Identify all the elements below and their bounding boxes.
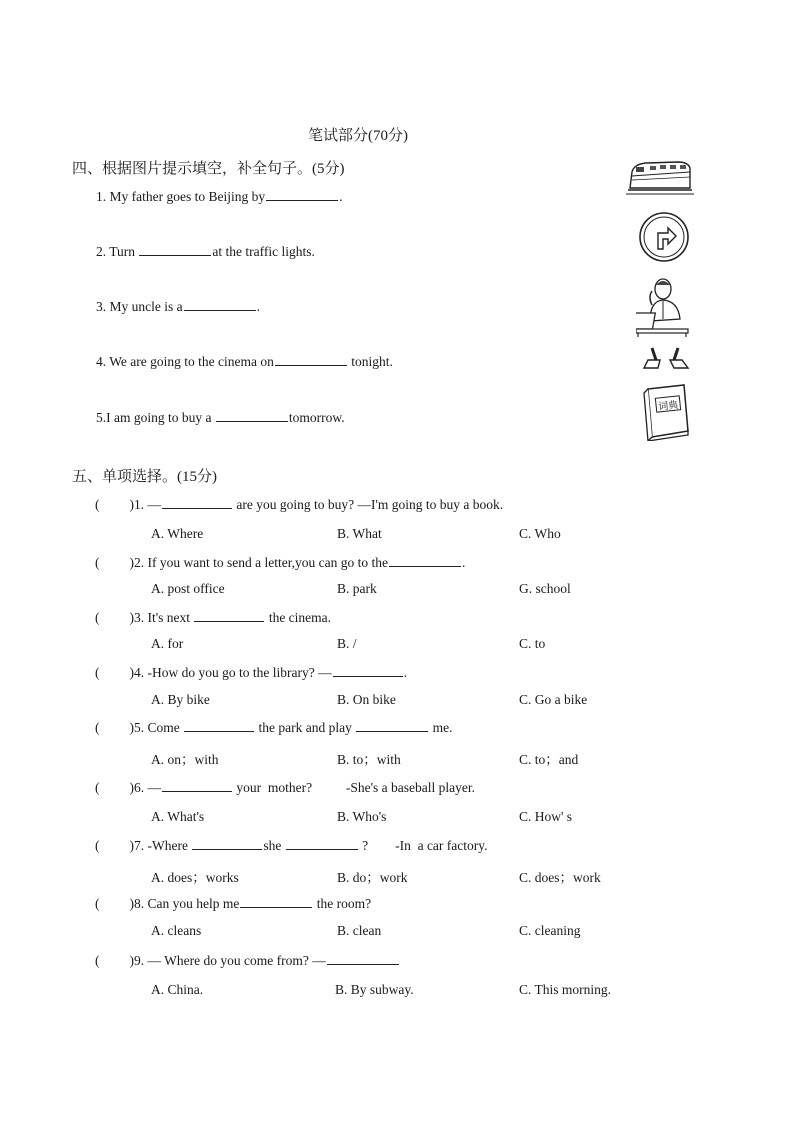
answer-blank[interactable] — [184, 719, 254, 732]
option-b[interactable]: B. clean — [337, 923, 382, 938]
option-a[interactable]: A. Where — [151, 526, 204, 541]
question-row: ( )6. — your mother? -She's a baseball player. — [95, 780, 475, 795]
answer-paren[interactable] — [101, 665, 129, 677]
answer-paren[interactable] — [101, 720, 129, 732]
answer-paren[interactable] — [101, 780, 129, 792]
option-c[interactable]: C. How' s — [519, 809, 573, 824]
answer-paren[interactable] — [101, 896, 129, 908]
option-b[interactable]: B. park — [337, 581, 377, 596]
option-c[interactable]: C. to；and — [519, 752, 579, 767]
option-b[interactable]: B. Who's — [337, 809, 387, 824]
section-five-heading: 五、单项选择。(15分) — [72, 469, 217, 485]
fill-item-1: 1. My father goes to Beijing by . — [96, 189, 343, 204]
answer-blank[interactable] — [194, 609, 264, 622]
answer-blank[interactable] — [275, 353, 347, 366]
turn-right-sign-icon — [638, 211, 690, 263]
answer-blank[interactable] — [139, 243, 211, 256]
answer-paren[interactable] — [101, 610, 129, 622]
option-b[interactable]: B. By subway. — [335, 982, 414, 997]
question-row: ( )9. — Where do you come from? — — [95, 952, 400, 969]
question-row: ( )2. If you want to send a letter,you can go to the . — [95, 555, 466, 570]
answer-blank[interactable] — [184, 298, 256, 311]
office-worker-icon — [636, 275, 692, 337]
answer-blank[interactable] — [327, 952, 399, 965]
option-b[interactable]: B. do；work — [337, 870, 408, 885]
option-a[interactable]: A. does；works — [151, 870, 239, 885]
answer-blank[interactable] — [240, 895, 312, 908]
dictionary-label: 词典 — [657, 399, 679, 414]
answer-blank[interactable] — [162, 496, 232, 509]
option-b[interactable]: B. What — [337, 526, 382, 541]
fill-item-2: 2. Turn at the traffic lights. — [96, 244, 315, 259]
section-four-heading: 四、根据图片提示填空，补全句子。(5分) — [72, 161, 345, 177]
answer-blank[interactable] — [356, 719, 428, 732]
fill-item-5: 5.I am going to buy a tomorrow. — [96, 410, 345, 425]
question-row: ( )4. -How do you go to the library? — . — [95, 665, 407, 680]
option-a[interactable]: A. cleans — [151, 923, 202, 938]
walking-feet-icon — [642, 346, 690, 374]
option-c[interactable]: C. This morning. — [519, 982, 612, 997]
page-title: 笔试部分(70分) — [308, 128, 408, 144]
question-row: ( )8. Can you help me the room? — [95, 896, 372, 911]
answer-paren[interactable] — [101, 953, 129, 965]
question-row: ( )5. Come the park and play me. — [95, 720, 453, 735]
answer-paren[interactable] — [101, 497, 129, 509]
answer-blank[interactable] — [389, 554, 461, 567]
answer-blank[interactable] — [216, 409, 288, 422]
option-c[interactable]: C. does；work — [519, 870, 601, 885]
option-a[interactable]: A. China. — [151, 982, 204, 997]
dictionary-book-icon — [640, 383, 692, 441]
option-a[interactable]: A. post office — [151, 581, 225, 596]
option-c[interactable]: G. school — [519, 581, 571, 596]
option-a[interactable]: A. By bike — [151, 692, 210, 707]
answer-blank[interactable] — [192, 837, 262, 850]
option-b[interactable]: B. / — [337, 636, 357, 651]
option-a[interactable]: A. What's — [151, 809, 205, 824]
question-row: ( )7. -Where she ? -In a car factory. — [95, 838, 488, 853]
option-a[interactable]: A. on；with — [151, 752, 219, 767]
question-row: ( )3. It's next the cinema. — [95, 610, 332, 625]
fill-item-4: 4. We are going to the cinema on tonight. — [96, 354, 393, 369]
option-c[interactable]: C. cleaning — [519, 923, 581, 938]
question-row: ( )1. — are you going to buy? —I'm going to buy a book. — [95, 497, 504, 512]
option-c[interactable]: C. Go a bike — [519, 692, 588, 707]
train-icon — [626, 158, 694, 198]
answer-blank[interactable] — [286, 837, 358, 850]
option-b[interactable]: B. On bike — [337, 692, 396, 707]
option-a[interactable]: A. for — [151, 636, 184, 651]
option-b[interactable]: B. to；with — [337, 752, 401, 767]
option-c[interactable]: C. to — [519, 636, 546, 651]
fill-item-3: 3. My uncle is a . — [96, 299, 260, 314]
answer-blank[interactable] — [333, 664, 403, 677]
option-c[interactable]: C. Who — [519, 526, 561, 541]
answer-paren[interactable] — [101, 838, 129, 850]
answer-blank[interactable] — [162, 779, 232, 792]
answer-paren[interactable] — [101, 555, 129, 567]
answer-blank[interactable] — [266, 188, 338, 201]
